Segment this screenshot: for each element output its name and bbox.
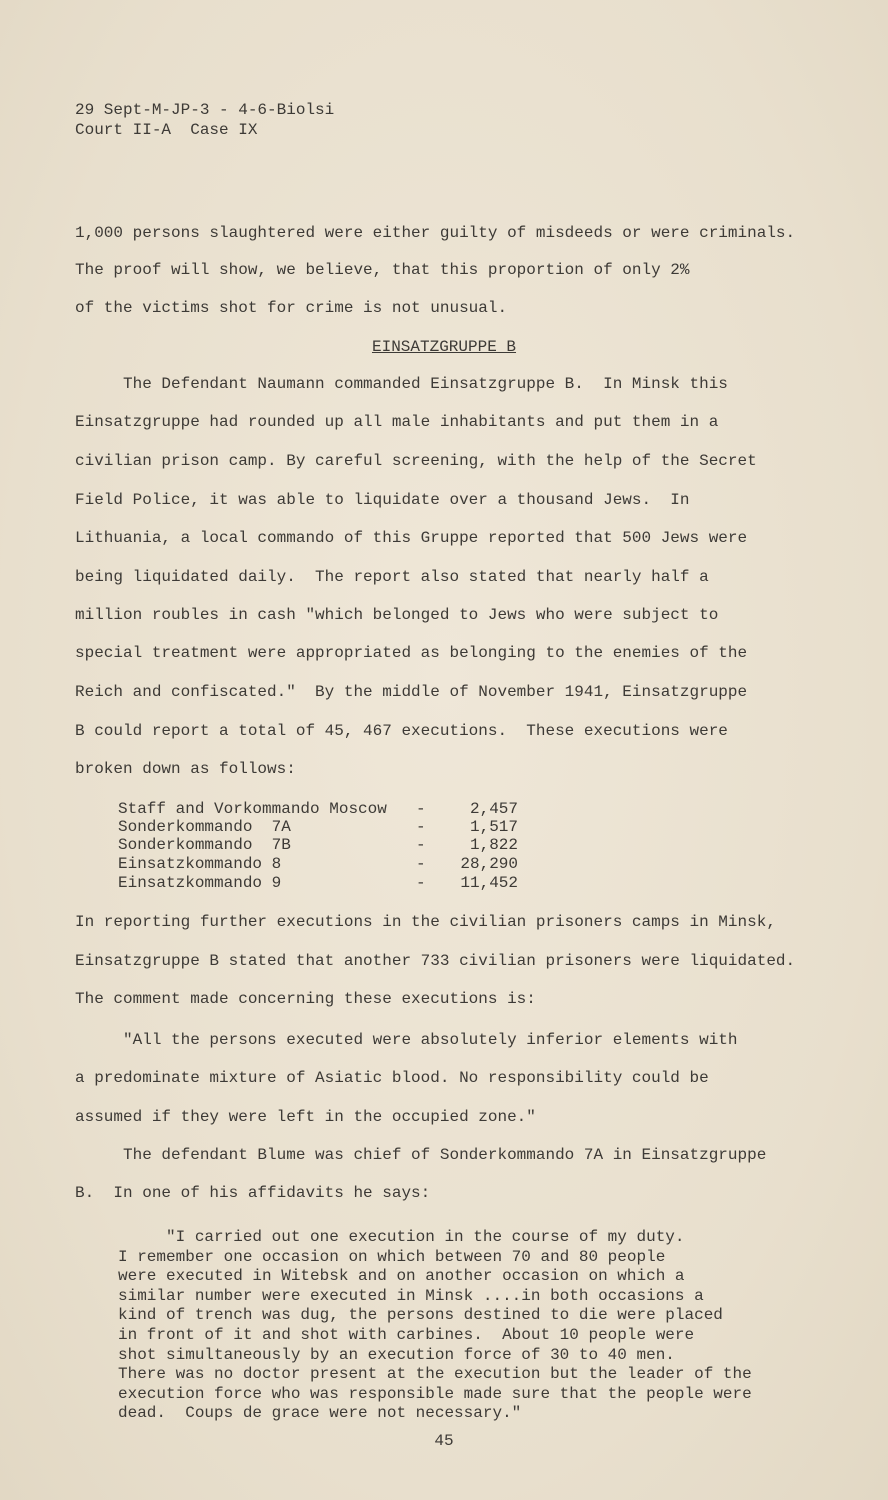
text-line: Reich and confiscated." By the middle of November 1941, Einsatzgruppe (75, 683, 748, 701)
header-reference: 29 Sept-M-JP-3 - 4-6-Biolsi (75, 101, 335, 119)
affidavit-quote-line: dead. Coups de grace were not necessary." (118, 1404, 522, 1423)
section-heading: EINSATZGRUPPE B (371, 338, 517, 356)
quote-line: "All the persons executed were absolutely inferior elements with (75, 1031, 738, 1049)
text-line: civilian prison camp. By careful screening, with the help of the Secret (75, 452, 757, 470)
page-number: 45 (434, 1432, 454, 1450)
execution-count: 1,517 (469, 818, 518, 836)
text-line: Einsatzgruppe B stated that another 733 civilian prisoners were liquidated. (75, 952, 796, 970)
affidavit-quote-line: I remember one occasion on which between 70 and 80 people (118, 1247, 666, 1266)
quote-line: assumed if they were left in the occupied zone." (75, 1108, 536, 1126)
dash: - (416, 800, 426, 818)
table-row (118, 800, 518, 818)
text-line: special treatment were appropriated as belonging to the enemies of the (75, 644, 748, 662)
text-line: 1,000 persons slaughtered were either guilty of misdeeds or were criminals. (75, 224, 796, 242)
affidavit-quote-line: were executed in Witebsk and on another occasion on which a (118, 1267, 685, 1286)
unit-name: Einsatzkommando 8 (118, 855, 282, 873)
text-line: Lithuania, a local commando of this Gruppe reported that 500 Jews were (75, 529, 748, 547)
affidavit-quote-line: similar number were executed in Minsk ....in both occasions a (118, 1286, 704, 1305)
text-line: million roubles in cash "which belonged to Jews who were subject to (75, 606, 719, 624)
table-row (118, 836, 518, 854)
text-line: The Defendant Naumann commanded Einsatzgruppe B. In Minsk this (75, 375, 728, 393)
unit-name: Staff and Vorkommando Moscow (118, 800, 387, 818)
text-line: In reporting further executions in the civilian prisoners camps in Minsk, (75, 913, 776, 931)
table-row (118, 874, 518, 892)
text-line: The proof will show, we believe, that this proportion of only 2% (75, 261, 690, 279)
quote-line: a predominate mixture of Asiatic blood. No responsibility could be (75, 1069, 709, 1087)
text-line: B could report a total of 45, 467 executions. These executions were (75, 722, 728, 740)
affidavit-quote-line: "I carried out one execution in the course of my duty. (118, 1228, 685, 1246)
execution-count: 1,822 (469, 836, 518, 854)
unit-name: Sonderkommando 7A (118, 818, 291, 836)
dash: - (416, 874, 426, 892)
affidavit-quote-line: in front of it and shot with carbines. About 10 people were (118, 1326, 695, 1344)
text-line: Field Police, it was able to liquidate over a thousand Jews. In (75, 491, 690, 509)
table-row (118, 818, 518, 836)
table-row (118, 855, 518, 873)
text-line: Einsatzgruppe had rounded up all male inhabitants and put them in a (75, 413, 719, 431)
execution-count: 2,457 (469, 800, 518, 818)
dash: - (416, 836, 426, 854)
dash: - (416, 818, 426, 836)
text-line: of the victims shot for crime is not unusual. (75, 299, 508, 317)
affidavit-quote-line: shot simultaneously by an execution force of 30 to 40 men. (118, 1345, 675, 1364)
execution-count: 28,290 (460, 855, 518, 873)
text-line: The comment made concerning these executions is: (75, 990, 536, 1008)
text-line: being liquidated daily. The report also stated that nearly half a (75, 568, 709, 586)
unit-name: Sonderkommando 7B (118, 836, 291, 854)
text-line: B. In one of his affidavits he says: (75, 1184, 431, 1202)
header-court-case: Court II-A Case IX (75, 121, 258, 139)
unit-name: Einsatzkommando 9 (118, 874, 282, 892)
text-line: The defendant Blume was chief of Sonderkommando 7A in Einsatzgruppe (75, 1146, 767, 1164)
affidavit-quote-line: There was no doctor present at the execution but the leader of the (118, 1365, 752, 1384)
affidavit-quote-line: kind of trench was dug, the persons destined to die were placed (118, 1306, 723, 1325)
execution-count: 11,452 (460, 874, 518, 892)
text-line: broken down as follows: (75, 760, 296, 778)
affidavit-quote-line: execution force who was responsible made sure that the people were (118, 1384, 752, 1403)
dash: - (416, 855, 426, 873)
